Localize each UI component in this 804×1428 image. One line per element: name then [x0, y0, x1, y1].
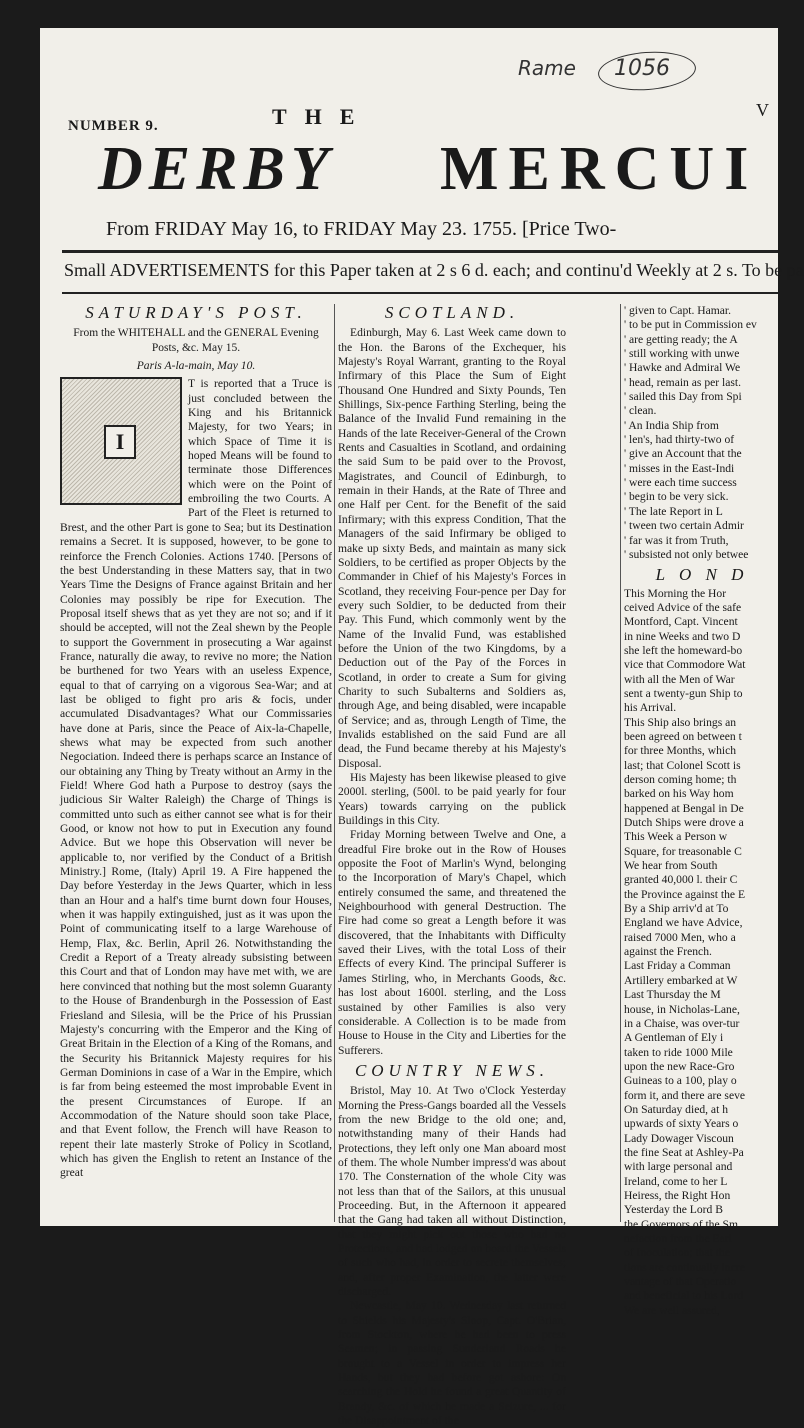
- text-line: ' Hawke and Admiral We: [624, 361, 741, 375]
- text-line: ' to be put in Commission ev: [624, 318, 757, 332]
- text-line: raised 7000 Men, who a: [624, 930, 736, 944]
- london-news-lines: [624, 587, 780, 1319]
- section-heading-london: L O N D: [655, 565, 749, 585]
- text-line: Heiress, the Right Hon: [624, 1188, 731, 1202]
- section-heading: SATURDAY'S POST.: [85, 303, 307, 322]
- text-line: ceived Advice of the safe: [624, 600, 742, 614]
- text-line: ' were each time success: [624, 476, 737, 490]
- text-line: ' The late Report in L: [624, 504, 723, 518]
- text-line: ' sailed this Day from Spi: [624, 390, 742, 404]
- text-line: Artillery embarked at W: [624, 973, 738, 987]
- dateline: From FRIDAY May 16, to FRIDAY May 23. 1755. [Price Two-: [106, 218, 617, 240]
- text-line: This Ship also brings an: [624, 715, 737, 729]
- text-line: derson coming home; th: [624, 773, 737, 786]
- text-line: ' give an Account that the: [624, 447, 742, 461]
- text-line: ' tween two certain Admir: [624, 519, 744, 533]
- column-divider-2: [620, 304, 621, 1222]
- text-line: she left the homeward-bo: [624, 643, 743, 657]
- text-line: ' subsisted not only betwee: [624, 547, 749, 561]
- text-line: ' begin to be very sick.: [624, 490, 729, 504]
- masthead-title-mercury: MERCUI: [440, 135, 759, 203]
- text-line: ' misses in the East-Indi: [624, 461, 735, 475]
- masthead-the: THE: [272, 104, 373, 129]
- text-line: Square, for treasonable C: [624, 844, 742, 858]
- text-line: Ireland, come to her L: [624, 1174, 728, 1188]
- text-line: with all the Men of War: [624, 672, 735, 686]
- text-line: A Gentleman of Ely i: [624, 1031, 724, 1045]
- text-line: We are well assured,: [624, 1303, 720, 1317]
- text-line: in a Chaise, was over-tur: [624, 1016, 740, 1030]
- text-line: Yesterday the Lord B: [624, 1203, 723, 1217]
- text-line: barked on his Way hom: [624, 787, 734, 801]
- text-line: Guineas to a 100, play o: [624, 1074, 737, 1088]
- text-line: house, in Nicholas-Lane,: [624, 1002, 740, 1016]
- text-line: happened at Bengal in De: [624, 801, 744, 815]
- advertisement-rates: Small ADVERTISEMENTS for this Paper taken at 2 s 6 d. each; and continu'd Weekly at 2 s. To be pa: [64, 260, 804, 280]
- text-line: form it, and there are seve: [624, 1088, 746, 1102]
- text-line: upwards of sixty Years o: [624, 1117, 739, 1131]
- text-line: nefaction from the Earl: [624, 1232, 732, 1245]
- text-line: taken to ride 1000 Mile: [624, 1045, 733, 1059]
- text-line: vantage of that Operatio: [624, 1275, 737, 1289]
- text-line: ' An India Ship from: [624, 418, 719, 432]
- handwritten-number: 1056: [614, 56, 670, 81]
- text-line: This Morning the Hor: [624, 586, 727, 600]
- masthead-title-derby: DERBY: [98, 135, 335, 203]
- placeline: Paris A-la-main, May 10.: [136, 359, 256, 373]
- text-line: tions are continually incre: [624, 1260, 745, 1274]
- text-line: against the French.: [624, 945, 712, 959]
- volume-mark: V: [756, 100, 769, 120]
- text-line: in nine Weeks and two D: [624, 629, 741, 643]
- text-line: granted 40,000 l. their C: [624, 873, 738, 887]
- rule-bottom: [62, 292, 778, 294]
- text-line: Lady Dowager Viscoun: [624, 1131, 734, 1145]
- article-text: T is reported that a Truce is just concluded between the King and his Britannick Majesty, for two Years; in which Space of Time it is hoped Means will be found to terminate those Differences which were on the Point of embroiling the two Courts. A Part of the Fleet is returned to Brest, and the other Part is gone to Sea; but its Destination remains a Secret. It is supposed, however, to be gone to reinforce the French Colonies. Actions 1740. [Persons of the best Understanding in these Matters say, that in two Years Time the Designs of France against Britain and her Colonies may possibly be ripe for Execution. The Proposal itself shews that as yet they are not so; and if it should be accepted, will not the Zeal shewn by the People to support the Government in prosecuting a War against France, naturally die away, to revive no more; the Nation be burthened for two Years with an useless Expence, equal to that of carrying on a vigorous Sea-War; and at last be obliged to fight pro aris & focis, under accumulated Disadvantages? What our Commissaries have done at Paris, since the Peace of Aix-la-Chapelle, shews what may be expected from such another Negociation. Indeed there is perhaps scarce an Instance of our obtaining any Thing by Treaty without an Army in the Field! Where God hath a Purpose to destroy (says the judicious Sir Walter Raleigh) the Charge of Things is committed unto such as either cannot see what is for their Good, or know not how to put in Execution any found Advice. But we hope this Observation will never be applicable to, nor verified by the Conduct of a British Ministry.] Rome, (Italy) April 19. A Fire happened the Day before Yesterday in the Jews Quarter, which in less than an Hour and a half's time burnt down four Houses, when it was happily extinguished, just as it was upon the Point of communicating itself to a large Warehouse of Hemp, Flax, &c. Berlin, April 26. Notwithstanding the Credit a Report of a Treaty already subsisting between this Court and that of London may have met with, we are here convinced that nothing but the most solemn Guaranty to the House of Brandenburgh in the Possession of East Friesland and Silesia, will be the Price of his Prussian Majesty's concurring with the Emperor and the King of Great Britain in the Election of a King of the Romans, and the Security his Britannick Majesty requires for his German Dominions in case of a War in the Empire, which is far from being esteemed the most improbable Event in the present Circumstances of Europe. If an Accommodation of the Nature should soon take Place, and that Event follow, the French will have Reason to repent their late masterly Stroke of Policy in Scotland, which has given the English to retent an Instance of the great: [60, 377, 332, 1180]
- text-line: ' given to Capt. Hamar.: [624, 304, 732, 317]
- handwritten-name: Rame: [518, 56, 576, 80]
- issue-number: NUMBER 9.: [68, 118, 159, 134]
- text-line: On Saturday died, at h: [624, 1102, 728, 1116]
- text-line: ' are getting ready; the A: [624, 332, 738, 346]
- article-fire: Friday Morning between Twelve and One, a dreadful Fire broke out in the Row of Houses opposite the Foot of Marlin's Wynd, belonging to the Incorporation of Mary's Chapel, which entirely consumed the same, and threatened the Neighbourhood with general Destruction. The Fire had come so great a Length before it was discovered, that the Inhabitants with Difficulty saved their Lives, with the total Loss of their Effects of every Kind. The principal Sufferer is James Stirling, who, in Merchants Goods, &c. has lost about 1600l. sterling, and the Loss sustained by other Families is also very considerable. A Collection is to be made from House to House in the City and Liberties for the Sufferers.: [338, 828, 566, 1057]
- text-line: ' head, remain as per last.: [624, 375, 742, 389]
- column-london: [624, 304, 780, 1318]
- text-line: his Arrival.: [624, 701, 677, 715]
- text-line: been agreed on between t: [624, 729, 742, 743]
- rule-top: [62, 250, 778, 253]
- text-line: Last Thursday the M: [624, 988, 721, 1002]
- text-line: upon the new Race-Gro: [624, 1059, 735, 1073]
- text-line: sent a twenty-gun Ship to: [624, 686, 743, 700]
- woodcut-letter: I: [104, 425, 136, 459]
- text-line: ' len's, had thirty-two of: [624, 433, 735, 447]
- text-line: the Governors of the Sm: [624, 1217, 738, 1231]
- column-saturdays-post: [60, 304, 332, 1181]
- text-line: We hear from South: [624, 859, 718, 873]
- woodcut-initial: [60, 377, 182, 505]
- text-line: Last Friday a Comman: [624, 959, 731, 973]
- text-line: last; that Colonel Scott is: [624, 758, 741, 772]
- section-subheading: From the WHITEHALL and the GENERAL Evening Posts, &c. May 15.: [73, 327, 319, 354]
- text-line: England we have Advice,: [624, 916, 743, 930]
- text-line: for three Months, which: [624, 744, 737, 758]
- article-bristol: Bristol, May 10. At Two o'Clock Yesterday Morning the Press-Gangs boarded all the Vessels from the new Bridge to the old one; and, notwithstanding many of their Hands had Protections, they left only one Man aboard most of them. The whole Number impress'd was about 170. The Consternation of the whole City was not less than that of the Sailors, at this unusual Proceeding. But, in the Afternoon it appeared that the Gang had taken all without Distinction, that they might pick out those who had no Protections, and had lodged on board the Vessels of such who had, in order to secrete themselves; and, after proper Examination, the latter were discharged.: [338, 1084, 566, 1299]
- text-line: ' clean.: [624, 404, 657, 418]
- london-letter-lines: [624, 304, 780, 562]
- newspaper-page: [40, 28, 804, 1428]
- text-line: the fine Seat at Ashley-Pa: [624, 1145, 744, 1159]
- column-scotland: [338, 304, 566, 1428]
- text-line: Dutch Ships were drove a: [624, 816, 744, 830]
- text-line: This Week a Person w: [624, 830, 728, 844]
- text-line: the Province against the E: [624, 887, 746, 901]
- column-divider-1: [334, 304, 335, 1222]
- text-line: vice that Commodore Wat: [624, 658, 746, 672]
- text-line: with large personal and: [624, 1160, 733, 1174]
- section-heading-country-news: COUNTRY NEWS.: [354, 1060, 550, 1080]
- text-line: ' far was it from Truth,: [624, 533, 729, 547]
- article-edinburgh: Edinburgh, May 6. Last Week came down to the Hon. the Barons of the Exchequer, his Majesty's Royal Warrant, granting to the Royal Infirmary of this Place the Sum of Eight Thousand One Hundred and Sixty Pounds, Ten Shillings, Six-pence Farthing Sterling, being the Balance of the Invalid Fund remaining in the Hands of the late Receiver-General of the Crown Rents and Casualties in Scotland, and ordaining the said Sum to be paid over to the Provost, Magistrates, and Council of Edinburgh, to remain in their Hands, at the Rate of Three and one Half per Cent. for the Benefit of the said Infirmary; with this express Condition, That the Managers of the said Infirmary be obliged to make up sixty Beds, and maintain as many sick Soldiers, to be certified as proper Objects by the Commander in Chief of his Majesty's Forces in Scotland, they receiving Four-pence per Day for every such Soldier, to be deducted from their Pay. This Fund, which commonly went by the Name of the Invalid Fund, was established before the Union of the two Kingdoms, by a Deduction out of the Pay of the Forces in Scotland, in order to create a Sum for giving Charity to such Subalterns and Soldiers as, through Age, and being disabled, were incapable of Service; and as, through Length of Time, the Invalids established on the said Fund are all dead, the Fund became thereby at his Majesty's Disposal.: [338, 326, 566, 770]
- article-majesty-gift: His Majesty has been likewise pleased to give 2000l. sterling, (500l. to be paid yearly for four Years) towards carrying on the publick Buildings in this City.: [338, 771, 566, 828]
- article-newcastle: Newcastle, May 10. Wednesday last returned to Shields his Majesty's Sloop, Capt. O'Brian, from Stockton, where he had been to press Seamen; in passing Sunderland Roads he brought to a Vessel in order to impress her Hands, but they had before got ashore: On searching the Hold he found a great Quantity of Brandy, &c. of which he made a Seizure, ... for the Disappointment of the: [338, 1299, 566, 1428]
- text-line: Montford, Capt. Vincent: [624, 615, 738, 629]
- text-line: and beneficial to his Lord: [624, 1289, 744, 1303]
- text-line: of Inoculation; that the: [624, 1246, 730, 1260]
- text-line: ' still working with unwe: [624, 347, 740, 361]
- text-line: By a Ship arriv'd at To: [624, 902, 729, 916]
- section-heading-scotland: SCOTLAND.: [384, 303, 520, 322]
